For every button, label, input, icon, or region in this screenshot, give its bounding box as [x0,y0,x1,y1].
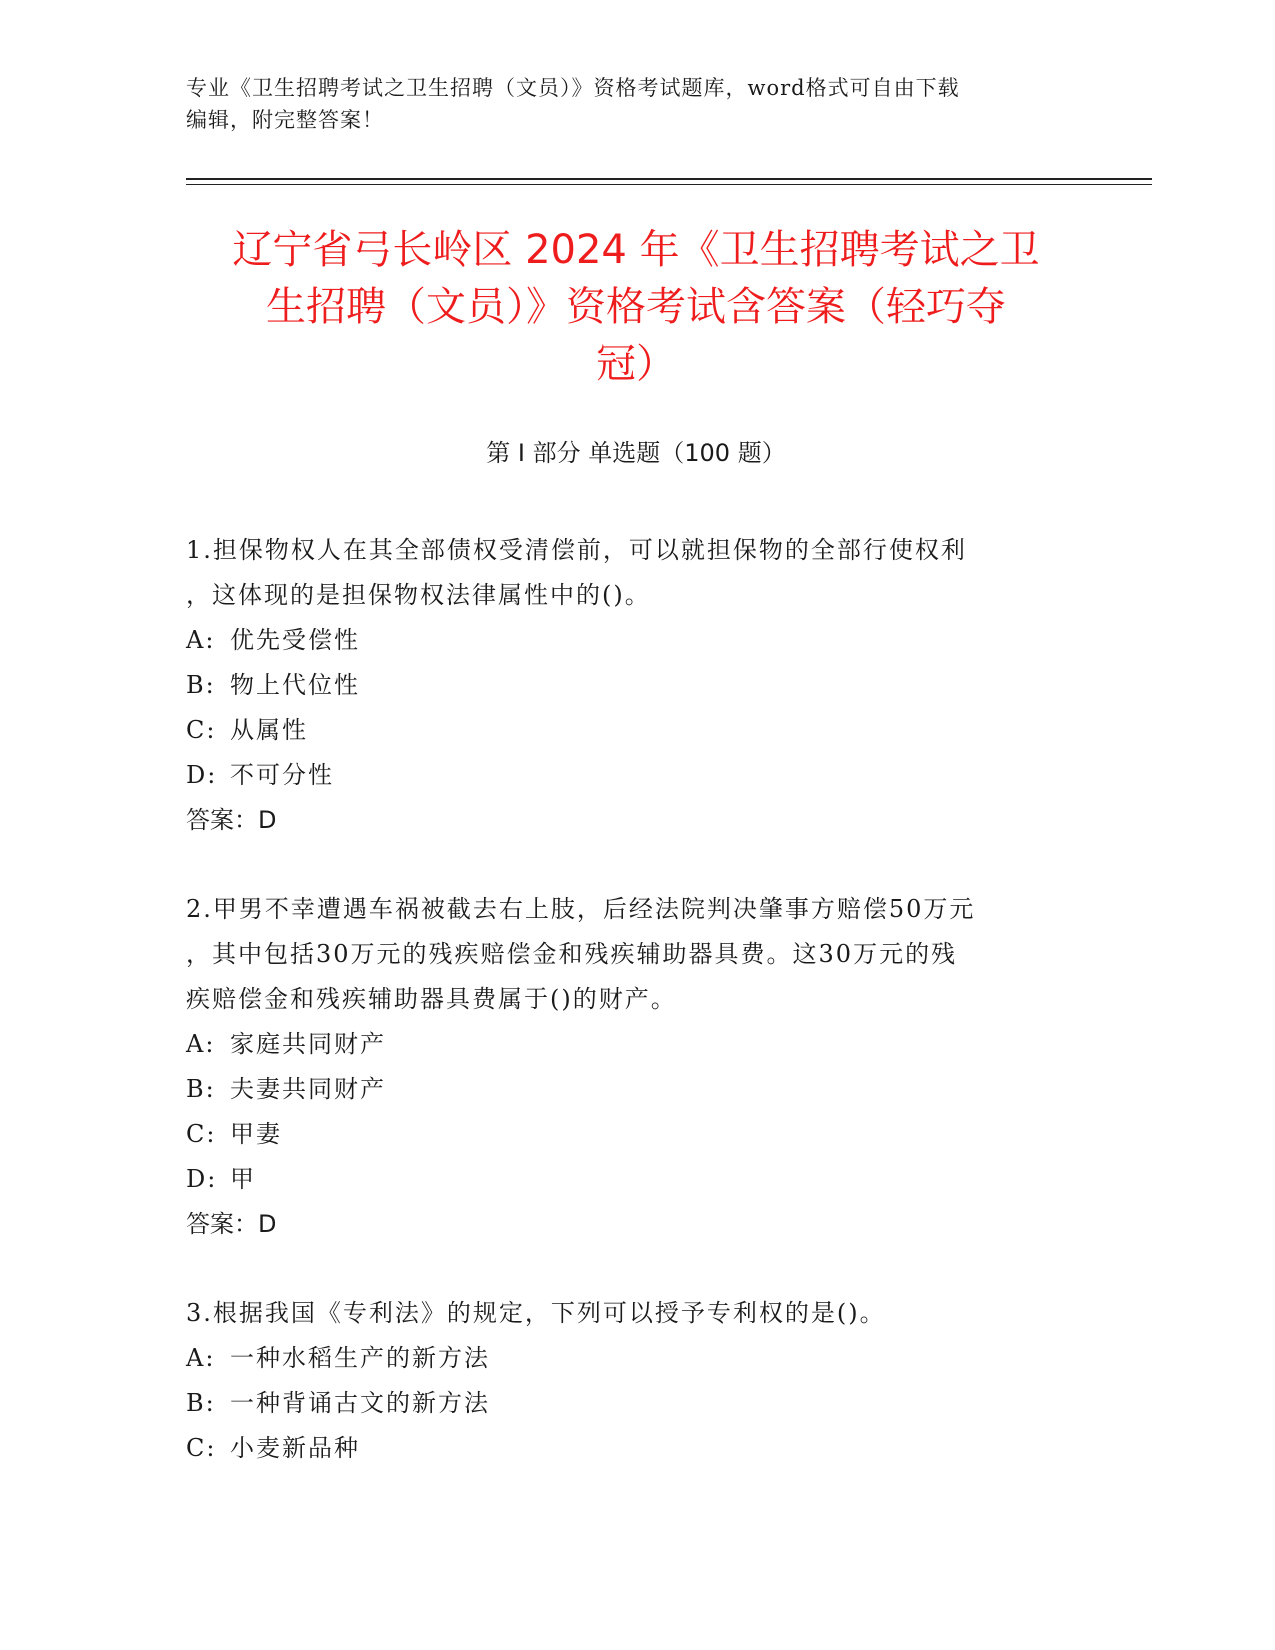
option-a [186,618,1066,663]
option-text: 夫妻共同财产 [230,1075,386,1103]
header-rule-thin [186,184,1152,185]
option-b [186,1381,1066,1426]
header-line-1: 专业《卫生招聘考试之卫生招聘（文员）》资格考试题库，word格式可自由下载 [186,76,960,100]
header-rule-thick [186,178,1152,180]
question-text-line: 3.根据我国《专利法》的规定，下列可以授予专利权的是()。 [186,1299,886,1327]
option-key: D: [186,1165,218,1193]
section-title: 第 I 部分 单选题（100 题） [486,439,786,467]
option-text: 从属性 [230,716,308,744]
header-note [186,72,1086,136]
option-d [186,1157,1066,1202]
question-text-line: ，其中包括30万元的残疾赔偿金和残疾辅助器具费。这30万元的残 [186,940,958,968]
option-a [186,1336,1066,1381]
option-key: C: [186,1434,217,1462]
question-text-line: 1.担保物权人在其全部债权受清偿前，可以就担保物的全部行使权利 [186,536,967,564]
question-2 [186,887,1066,1247]
option-key: B: [186,671,216,699]
document-title [186,222,1086,393]
question-text-line: 疾赔偿金和残疾辅助器具费属于()的财产。 [186,985,677,1013]
option-d [186,753,1066,798]
option-text: 甲 [230,1165,256,1193]
title-line-1: 辽宁省弓长岭区 2024 年《卫生招聘考试之卫 [232,227,1040,273]
option-text: 小麦新品种 [230,1434,360,1462]
answer: 答案：D [186,806,277,834]
question-1 [186,528,1066,843]
option-key: A: [186,1030,216,1058]
option-text: 一种背诵古文的新方法 [230,1389,490,1417]
option-c [186,1112,1066,1157]
question-text-line: 2.甲男不幸遭遇车祸被截去右上肢，后经法院判决肇事方赔偿50万元 [186,895,976,923]
option-key: D: [186,761,218,789]
header-line-2: 编辑，附完整答案！ [186,108,384,132]
question-list [186,528,1066,1515]
option-key: B: [186,1075,216,1103]
option-b [186,1067,1066,1112]
question-text-line: ，这体现的是担保物权法律属性中的()。 [186,581,651,609]
option-key: A: [186,626,216,654]
option-c [186,708,1066,753]
option-b [186,663,1066,708]
option-text: 不可分性 [230,761,334,789]
option-text: 一种水稻生产的新方法 [230,1344,490,1372]
option-c [186,1426,1066,1471]
title-line-2: 生招聘（文员）》资格考试含答案（轻巧夺 [266,284,1006,330]
title-line-3: 冠） [596,341,676,387]
option-text: 家庭共同财产 [230,1030,386,1058]
question-3 [186,1291,1066,1471]
answer: 答案：D [186,1210,277,1238]
option-key: C: [186,716,217,744]
option-text: 甲妻 [230,1120,282,1148]
option-text: 物上代位性 [230,671,360,699]
option-text: 优先受偿性 [230,626,360,654]
option-key: C: [186,1120,217,1148]
option-key: A: [186,1344,216,1372]
option-a [186,1022,1066,1067]
option-key: B: [186,1389,216,1417]
